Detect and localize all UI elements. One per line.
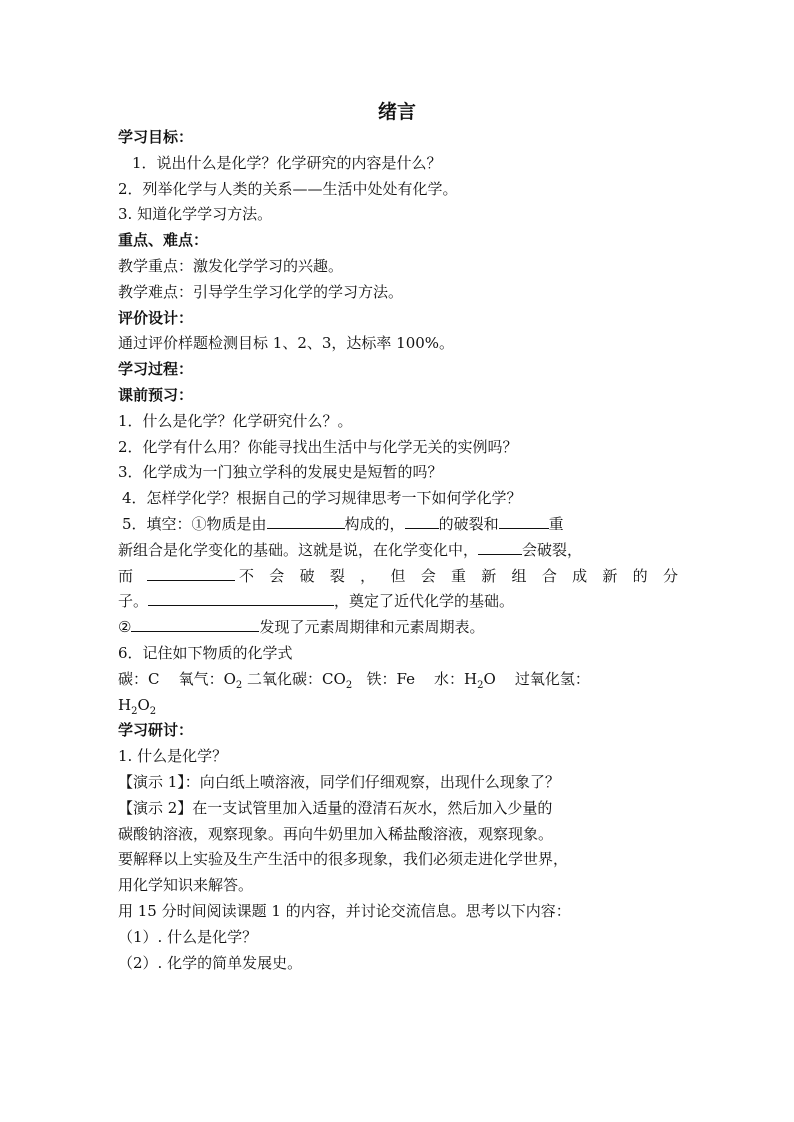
fill-text: 的破裂和	[438, 514, 499, 533]
formula-subscript: 2	[235, 679, 243, 691]
formula-subscript: 2	[477, 679, 484, 691]
key-difficult-heading: 重点、难点：	[118, 231, 209, 250]
answer-blank[interactable]	[131, 615, 259, 632]
formula-text: 水：H	[434, 669, 478, 688]
formula-oxygen	[178, 669, 243, 691]
fill-text: 新组合是化学变化的基础。这就是说，在化学变化中，	[118, 540, 479, 559]
fill-text: 会破裂，	[522, 540, 583, 559]
char: 不	[239, 566, 255, 585]
preview-question-3: 3．化学成为一门独立学科的发展史是短暂的吗？	[118, 463, 443, 482]
preview-question-4: 4．怎样学化学？根据自己的学习规律思考一下如何学化学？	[122, 489, 522, 508]
study-heading: 学习研讨：	[118, 721, 194, 740]
fill-text: 子。	[118, 592, 149, 611]
char: ，	[360, 566, 376, 585]
goal-1: 1．说出什么是化学？化学研究的内容是什么？	[132, 153, 442, 172]
preview-heading: 课前预习：	[118, 385, 194, 404]
fill-text: 5．填空：①物质是由	[122, 514, 267, 533]
process-heading: 学习过程：	[118, 360, 194, 379]
formula-water	[434, 669, 496, 691]
goals-heading: 学习目标：	[118, 128, 194, 146]
char: 破	[299, 566, 315, 585]
document-body	[118, 125, 678, 976]
fill-blank-line-3	[118, 564, 678, 590]
formula-subscript: 2	[149, 705, 157, 717]
answer-blank[interactable]	[148, 589, 334, 606]
formula-text: O	[137, 695, 150, 714]
formula-text: 氧气：O	[178, 669, 236, 688]
demo-2-line-1: 【演示 2】在一支试管里加入适量的澄清石灰水，然后加入少量的	[118, 798, 553, 817]
formula-subscript: 2	[345, 679, 353, 691]
answer-blank[interactable]	[405, 512, 439, 529]
fill-blank-line-5	[118, 615, 678, 641]
char: 的	[632, 566, 648, 585]
formula-list	[118, 667, 678, 693]
formula-subscript: 2	[131, 705, 138, 717]
fill-blank-line-2	[118, 538, 678, 564]
reading-task: 用 15 分时间阅读课题 1 的内容，并讨论交流信息。思考以下内容：	[118, 901, 571, 920]
preview-question-1: 1．什么是化学？化学研究什么？。	[118, 411, 353, 430]
char: 会	[269, 566, 285, 585]
fill-blank-line-1	[118, 512, 678, 538]
think-item-1: （1）. 什么是化学？	[118, 927, 258, 946]
char: 但	[390, 566, 406, 585]
char: 重	[450, 566, 466, 585]
answer-blank[interactable]	[147, 564, 235, 581]
goal-3: 3. 知道化学学习方法。	[118, 205, 273, 224]
fill-text: ②	[118, 618, 132, 637]
evaluation-text: 通过评价样题检测目标 1、2、3，达标率 100%。	[118, 334, 455, 353]
page-title: 绪言	[377, 101, 416, 123]
demo-2-line-2: 碳酸钠溶液，观察现象。再向牛奶里加入稀盐酸溶液，观察现象。	[118, 824, 554, 843]
goal-2: 2．列举化学与人类的关系——生活中处处有化学。	[118, 179, 458, 198]
demo-1: 【演示 1】：向白纸上喷溶液，同学们仔细观察，出现什么现象了？	[118, 772, 560, 791]
char: 合	[541, 566, 557, 585]
fill-text: 而	[118, 566, 134, 585]
fill-text: ，奠定了近代化学的基础。	[334, 592, 515, 611]
study-question-1: 1. 什么是化学？	[118, 747, 228, 766]
fill-text: 发现了元素周期律和元素周期表。	[259, 618, 485, 637]
fill-text: 构成的，	[344, 514, 405, 533]
formula-co2	[247, 669, 353, 691]
difficult-point: 教学难点：引导学生学习化学的学习方法。	[118, 282, 404, 301]
explain-line-1: 要解释以上实验及生产生活中的很多现象，我们必须走进化学世界，	[118, 850, 569, 869]
spaced-text	[239, 564, 678, 590]
formula-h2o2	[118, 693, 678, 719]
formula-text: 二氧化碳：CO	[247, 669, 346, 688]
answer-blank[interactable]	[478, 538, 522, 555]
char: 成	[572, 566, 588, 585]
formula-text: H	[118, 695, 132, 714]
evaluation-heading: 评价设计：	[118, 308, 194, 327]
think-item-2: （2）. 化学的简单发展史。	[118, 953, 303, 972]
char: 新	[602, 566, 618, 585]
char: 组	[511, 566, 527, 585]
fill-text: 重	[548, 514, 564, 533]
preview-question-2: 2．化学有什么用？你能寻找出生活中与化学无关的实例吗？	[118, 437, 518, 456]
answer-blank[interactable]	[267, 512, 345, 529]
char: 会	[420, 566, 436, 585]
fill-blank-line-4	[118, 589, 678, 615]
explain-line-2: 用化学知识来解答。	[118, 876, 254, 895]
formula-carbon: 碳：C	[118, 669, 160, 688]
char: 新	[481, 566, 497, 585]
key-point: 教学重点：激发化学学习的兴趣。	[118, 256, 344, 275]
formula-iron: 铁：Fe	[366, 669, 415, 688]
answer-blank[interactable]	[499, 512, 549, 529]
formula-h2o2-label: 过氧化氢：	[514, 669, 590, 688]
formula-text: O	[483, 669, 496, 688]
char: 分	[662, 566, 678, 585]
char: 裂	[329, 566, 345, 585]
preview-question-6: 6．记住如下物质的化学式	[118, 643, 293, 662]
